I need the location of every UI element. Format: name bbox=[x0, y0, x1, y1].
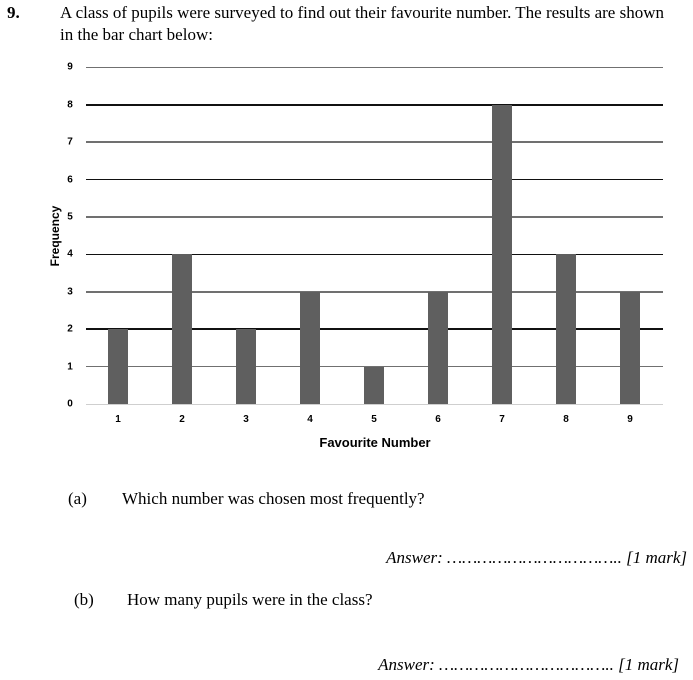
bar-6 bbox=[428, 292, 448, 404]
part-a-label: (a) bbox=[68, 489, 87, 508]
gridline bbox=[86, 67, 663, 69]
question-intro: A class of pupils were surveyed to find out their favourite number. The results are shown in the bar chart below: bbox=[60, 3, 664, 44]
bar-8 bbox=[556, 254, 576, 404]
part-b-question: How many pupils were in the class? bbox=[127, 590, 373, 609]
x-tick-label: 4 bbox=[307, 414, 313, 425]
part-b-label: (b) bbox=[74, 590, 94, 609]
marks: [1 mark] bbox=[626, 548, 687, 567]
gridline bbox=[86, 179, 663, 181]
x-tick-label: 2 bbox=[179, 414, 185, 425]
bar-4 bbox=[300, 292, 320, 404]
gridline bbox=[86, 104, 663, 106]
part-a-question: Which number was chosen most frequently? bbox=[122, 489, 425, 508]
marks: [1 mark] bbox=[618, 655, 679, 674]
answer-dots: …………………………….. bbox=[439, 655, 614, 674]
gridline bbox=[86, 216, 663, 218]
x-tick-label: 3 bbox=[243, 414, 249, 425]
part-a-answer-line[interactable] bbox=[386, 548, 687, 568]
part-b-answer-line[interactable] bbox=[378, 655, 679, 675]
x-tick-label: 5 bbox=[371, 414, 377, 425]
answer-dots: …………………………….. bbox=[447, 548, 622, 567]
x-tick-label: 1 bbox=[115, 414, 121, 425]
x-axis-baseline bbox=[86, 404, 663, 405]
y-tick-label: 0 bbox=[67, 398, 73, 410]
y-tick-label: 7 bbox=[67, 136, 73, 148]
y-tick-label: 5 bbox=[67, 211, 73, 223]
y-tick-label: 4 bbox=[67, 248, 73, 260]
answer-prefix: Answer: bbox=[378, 655, 435, 674]
bar-7 bbox=[492, 105, 512, 404]
x-tick-label: 9 bbox=[627, 414, 633, 425]
y-tick-label: 9 bbox=[67, 61, 73, 73]
y-tick-label: 2 bbox=[67, 323, 73, 335]
x-tick-label: 8 bbox=[563, 414, 569, 425]
bar-3 bbox=[236, 329, 256, 404]
y-tick-label: 1 bbox=[67, 361, 73, 373]
x-tick-label: 7 bbox=[499, 414, 505, 425]
y-tick-label: 6 bbox=[67, 174, 73, 186]
y-axis-label: Frequency bbox=[48, 205, 62, 267]
x-tick-label: 6 bbox=[435, 414, 441, 425]
bar-5 bbox=[364, 367, 384, 404]
x-axis-label: Favourite Number bbox=[319, 435, 431, 450]
answer-prefix: Answer: bbox=[386, 548, 443, 567]
bar-2 bbox=[172, 254, 192, 404]
bar-1 bbox=[108, 329, 128, 404]
bar-9 bbox=[620, 292, 640, 404]
gridline bbox=[86, 141, 663, 143]
y-tick-label: 8 bbox=[67, 99, 73, 111]
y-tick-label: 3 bbox=[67, 286, 73, 298]
question-number: 9. bbox=[7, 3, 20, 22]
